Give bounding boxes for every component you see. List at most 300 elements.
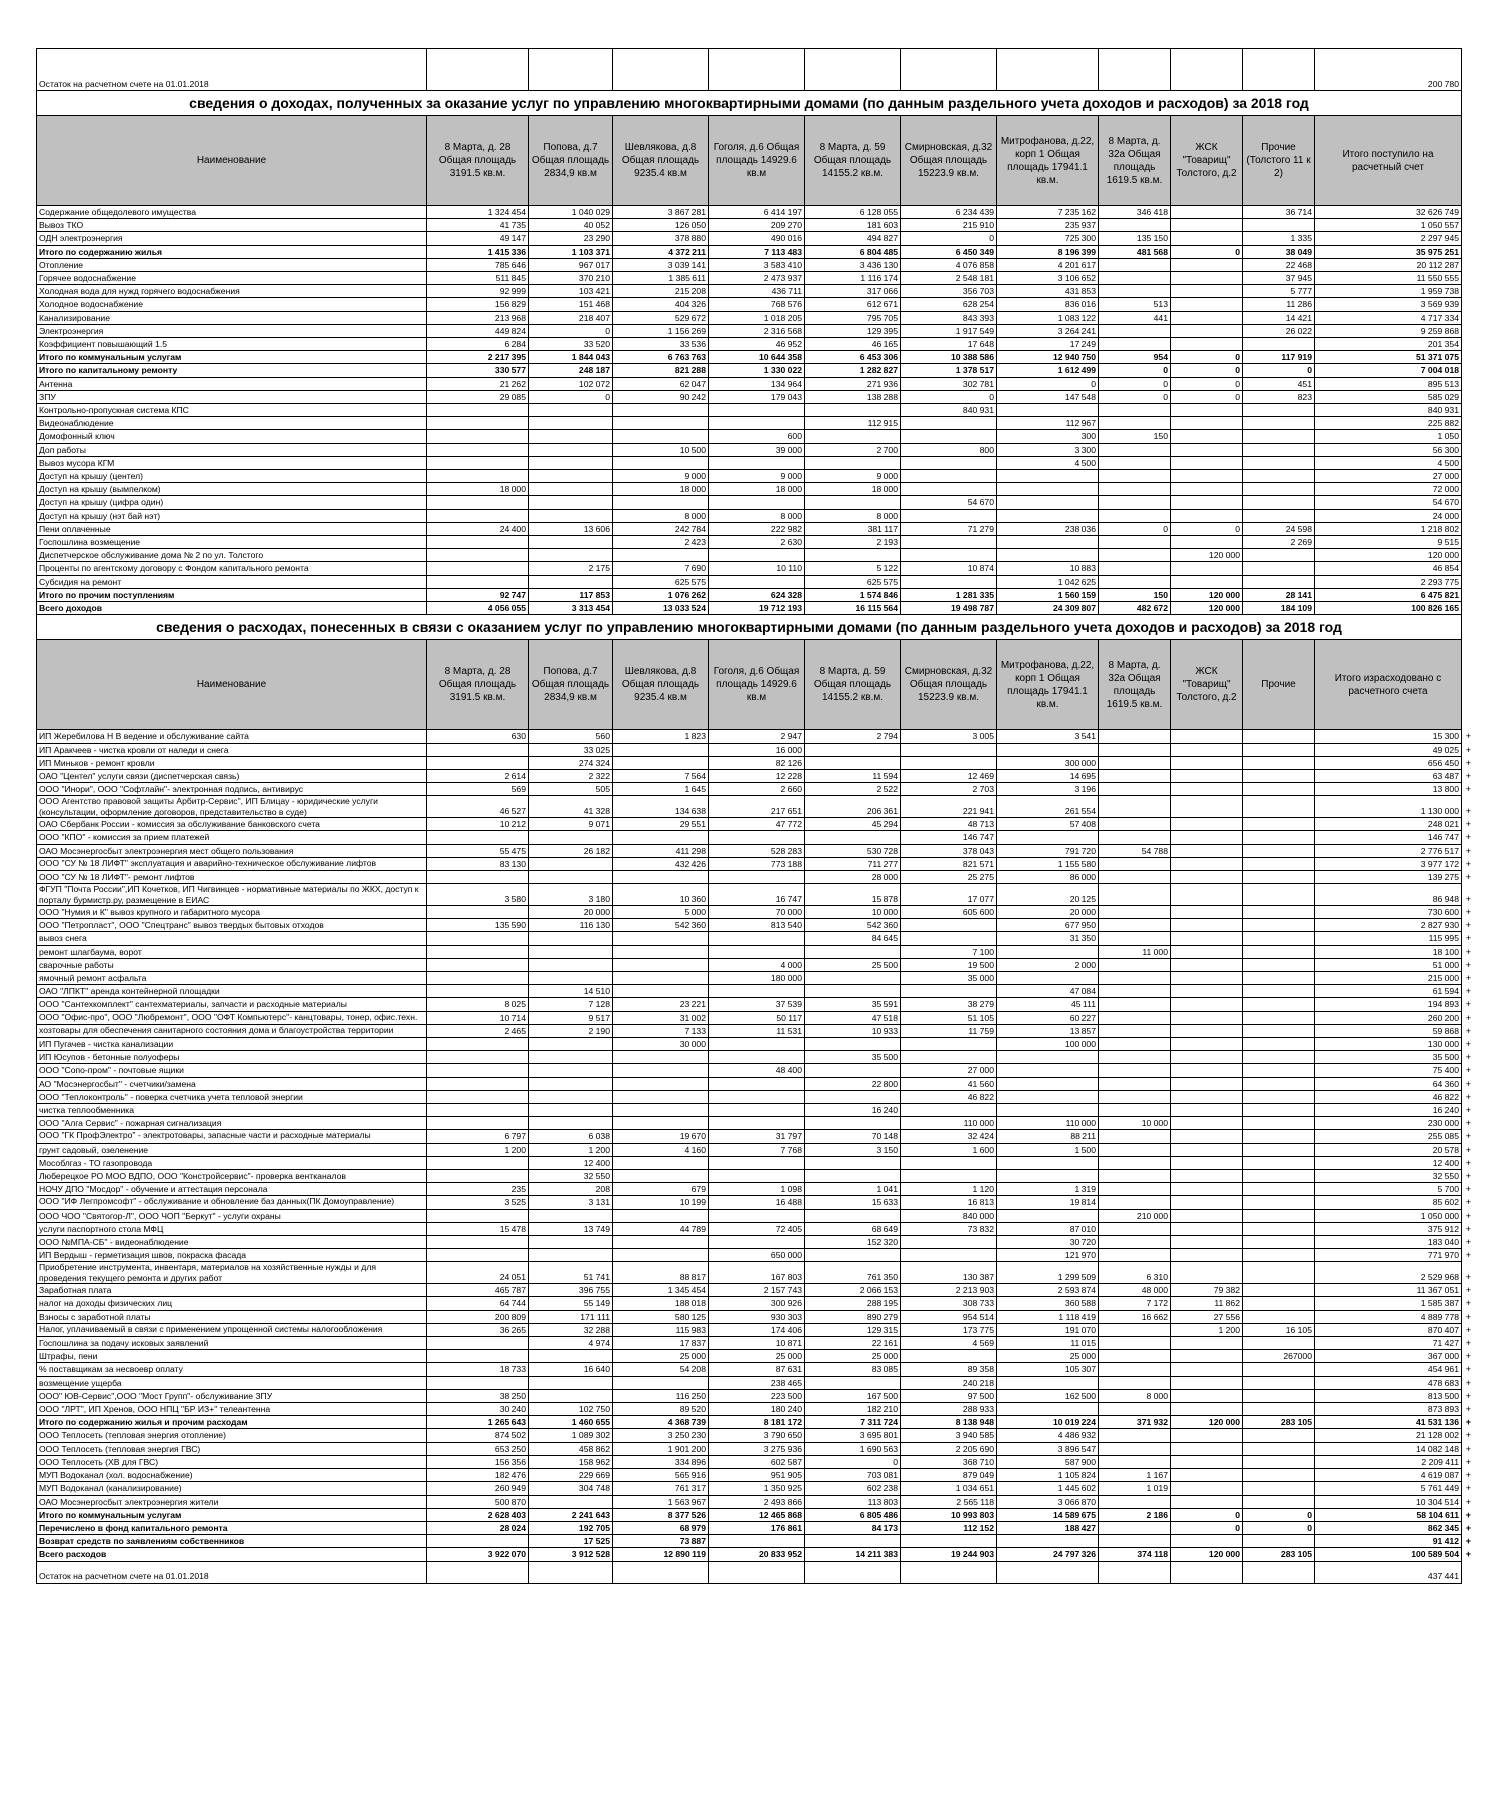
value-text: 1 265 643 <box>487 1417 526 1428</box>
row-value <box>901 905 997 918</box>
closing-balance-row <box>37 1561 1462 1583</box>
row-value <box>709 219 805 232</box>
row-value <box>997 905 1099 918</box>
row-value <box>529 1389 613 1402</box>
row-value <box>805 1416 901 1429</box>
row-value <box>613 496 709 509</box>
value-text: 229 669 <box>578 1470 610 1481</box>
value-text: 542 360 <box>866 920 898 931</box>
value-text: 28 024 <box>499 1522 526 1533</box>
row-value <box>1243 1403 1315 1416</box>
value-text: 9 000 <box>780 471 802 482</box>
row-value <box>805 1469 901 1482</box>
row-value <box>613 884 709 906</box>
value-text: 5 000 <box>684 906 706 917</box>
row-value <box>427 743 529 756</box>
row-value <box>709 536 805 549</box>
expense-row <box>37 1495 1462 1508</box>
value-text: 15 478 <box>499 1223 526 1234</box>
row-label: ООО" ЮВ-Сервис",ООО "Мост Групп"- обслуживание ЗПУ <box>37 1389 427 1402</box>
expense-row <box>37 1455 1462 1468</box>
value-text: 6 805 486 <box>859 1509 898 1520</box>
column-header-house: Попова, д.7 Общая площадь 2834,9 кв.м <box>529 640 613 730</box>
value-text: 120 000 <box>1208 1549 1240 1560</box>
row-value <box>709 483 805 496</box>
row-value <box>901 730 997 743</box>
income-row <box>37 390 1462 403</box>
row-value <box>709 1521 805 1534</box>
row-value <box>805 1236 901 1249</box>
row-value <box>613 1429 709 1442</box>
row-value <box>529 338 613 351</box>
value-text: 221 941 <box>962 805 994 816</box>
row-value <box>529 1284 613 1297</box>
value-text: 404 326 <box>674 299 706 310</box>
row-value <box>1099 258 1171 271</box>
row-value <box>427 232 529 245</box>
row-total <box>1315 971 1471 984</box>
value-text: 13 033 524 <box>662 603 706 614</box>
row-value <box>1099 298 1171 311</box>
plus-marker: + <box>1465 1272 1471 1283</box>
value-text: 2 000 <box>1074 959 1096 970</box>
row-value <box>1099 443 1171 456</box>
row-value <box>1171 1024 1243 1037</box>
row-value <box>613 1183 709 1196</box>
row-value <box>997 1376 1099 1389</box>
value-text: 2 190 <box>588 1025 610 1036</box>
row-label: ОАО "ЛПКТ" аренда контейнерной площадки <box>37 985 427 998</box>
expense-row <box>37 971 1462 984</box>
row-value <box>901 1442 997 1455</box>
value-text: 46 527 <box>499 805 526 816</box>
plus-marker: + <box>1465 1078 1471 1089</box>
value-text: 192 705 <box>578 1522 610 1533</box>
row-value <box>997 1037 1099 1050</box>
row-label: Итого по содержанию жилья и прочим расходам <box>37 1416 427 1429</box>
value-text: 38 279 <box>967 999 994 1010</box>
row-value <box>805 998 901 1011</box>
row-value <box>427 1249 529 1262</box>
row-value <box>427 298 529 311</box>
value-text: 47 772 <box>775 819 802 830</box>
value-text: 800 <box>979 444 994 455</box>
value-text: 19 500 <box>967 959 994 970</box>
value-text: 371 932 <box>1136 1417 1168 1428</box>
row-label: ООО "ИФ Легпромсофт" - обслуживание и обновление баз данных(ПК Домоуправление) <box>37 1196 427 1209</box>
row-value <box>1171 258 1243 271</box>
row-value <box>1171 1130 1243 1143</box>
value-text: 874 502 <box>494 1430 526 1441</box>
row-value <box>1099 496 1171 509</box>
row-value <box>613 919 709 932</box>
row-value <box>1171 1548 1243 1561</box>
value-text: 602 587 <box>770 1456 802 1467</box>
value-text: 35 591 <box>871 999 898 1010</box>
row-value <box>997 311 1099 324</box>
value-text: 5 777 <box>1290 286 1312 297</box>
row-value <box>427 756 529 769</box>
row-value <box>1243 206 1315 219</box>
value-text: 9 259 868 <box>1420 325 1459 336</box>
row-value <box>709 998 805 1011</box>
row-value <box>1099 796 1171 818</box>
value-text: 238 036 <box>1064 523 1096 534</box>
expense-row <box>37 1508 1462 1521</box>
income-row <box>37 456 1462 469</box>
row-value <box>709 206 805 219</box>
row-value <box>997 219 1099 232</box>
plus-marker: + <box>1465 906 1471 917</box>
row-value <box>529 818 613 831</box>
value-text: 18 000 <box>775 484 802 495</box>
row-value <box>709 1508 805 1521</box>
row-value <box>613 522 709 535</box>
row-value <box>1171 417 1243 430</box>
row-value <box>805 588 901 601</box>
value-text: 1 042 625 <box>1057 576 1096 587</box>
value-text: 156 829 <box>494 299 526 310</box>
value-text: 181 603 <box>866 220 898 231</box>
income-row <box>37 258 1462 271</box>
row-total <box>1315 1236 1471 1249</box>
expense-row <box>37 1156 1462 1169</box>
row-value <box>997 536 1099 549</box>
value-text: 24 598 <box>1285 523 1312 534</box>
plus-marker: + <box>1465 1377 1471 1388</box>
row-value <box>1243 483 1315 496</box>
row-value <box>1243 1389 1315 1402</box>
value-text: 33 536 <box>679 339 706 350</box>
row-value <box>1243 1429 1315 1442</box>
row-value <box>427 971 529 984</box>
row-label: ООО Теплосеть (тепловая энергия отопление) <box>37 1429 427 1442</box>
income-row <box>37 364 1462 377</box>
value-text: 49 147 <box>499 233 526 244</box>
row-value <box>1099 430 1171 443</box>
row-value <box>1243 945 1315 958</box>
value-text: 10 500 <box>679 444 706 455</box>
row-value <box>1171 575 1243 588</box>
value-text: 10 871 <box>775 1338 802 1349</box>
row-total <box>1315 831 1471 844</box>
value-text: 795 705 <box>866 312 898 323</box>
row-value <box>709 1323 805 1336</box>
value-text: 761 317 <box>674 1483 706 1494</box>
value-text: 870 407 <box>1427 1324 1459 1335</box>
value-text: 208 <box>595 1184 610 1195</box>
row-value <box>1171 1442 1243 1455</box>
row-value <box>901 219 997 232</box>
expense-row <box>37 1183 1462 1196</box>
row-value <box>427 443 529 456</box>
row-value <box>1171 245 1243 258</box>
row-value <box>613 1024 709 1037</box>
row-value <box>529 1416 613 1429</box>
row-value <box>1243 509 1315 522</box>
value-text: 116 130 <box>579 920 610 931</box>
row-total <box>1315 1297 1471 1310</box>
row-value <box>997 1011 1099 1024</box>
row-value <box>805 1077 901 1090</box>
row-value <box>1243 1249 1315 1262</box>
value-text: 2 947 <box>780 731 802 742</box>
value-text: 91 412 <box>1432 1536 1459 1547</box>
row-label: ООО "Теплоконтроль" - поверка счетчика учета тепловой энергии <box>37 1090 427 1103</box>
income-row <box>37 588 1462 601</box>
row-value <box>901 338 997 351</box>
value-text: 368 710 <box>962 1456 994 1467</box>
value-text: 3 300 <box>1074 444 1096 455</box>
row-total <box>1315 232 1462 245</box>
row-value <box>1171 549 1243 562</box>
value-text: 5 700 <box>1437 1184 1459 1195</box>
row-value <box>1243 1508 1315 1521</box>
row-value <box>1099 1183 1171 1196</box>
value-text: 773 188 <box>770 858 802 869</box>
value-text: 13 749 <box>583 1223 610 1234</box>
row-total <box>1315 1222 1471 1235</box>
value-text: 16 115 564 <box>855 603 898 614</box>
row-value <box>427 1156 529 1169</box>
row-value <box>1171 1170 1243 1183</box>
row-value <box>1171 945 1243 958</box>
income-row <box>37 417 1462 430</box>
empty-cell <box>1099 49 1171 91</box>
value-text: 1 105 824 <box>1057 1470 1096 1481</box>
value-text: 513 <box>1153 299 1168 310</box>
row-value <box>805 1130 901 1143</box>
row-value <box>709 831 805 844</box>
value-text: 222 982 <box>770 523 802 534</box>
row-total <box>1315 1143 1471 1156</box>
opening-balance-row <box>37 49 1462 91</box>
row-label: ОАО Мосэнергосбыт электроэнергия мест общего пользования <box>37 844 427 857</box>
section-title: сведения о расходах, понесенных в связи с оказанием услуг по управлению многоквартирными домами (по данным раздельного учета доходов и расходов) за 2018 год <box>37 615 1462 640</box>
row-value <box>1243 1297 1315 1310</box>
row-total <box>1315 1363 1471 1376</box>
row-value <box>613 1222 709 1235</box>
balance-total: 437 441 <box>1315 1561 1462 1583</box>
value-text: 17 837 <box>679 1338 706 1349</box>
row-label: ИП Вердыш - герметизация швов, покраска фасада <box>37 1249 427 1262</box>
row-value <box>1171 1117 1243 1130</box>
value-text: 624 328 <box>770 589 802 600</box>
row-value <box>709 1310 805 1323</box>
value-text: 1 612 499 <box>1057 365 1096 376</box>
row-value <box>1171 351 1243 364</box>
value-text: 3 275 936 <box>763 1443 802 1454</box>
value-text: 11 000 <box>1142 946 1168 957</box>
value-text: 3 977 172 <box>1420 858 1459 869</box>
row-value <box>901 404 997 417</box>
row-value <box>805 1337 901 1350</box>
row-value <box>901 818 997 831</box>
row-value <box>709 1455 805 1468</box>
value-text: 302 781 <box>962 378 994 389</box>
value-text: 791 720 <box>1064 845 1096 856</box>
income-row <box>37 338 1462 351</box>
row-value <box>997 1323 1099 1336</box>
row-label: Итого по коммунальным услугам <box>37 1508 427 1521</box>
row-value <box>997 1363 1099 1376</box>
value-text: 146 747 <box>1427 832 1459 843</box>
plus-marker: + <box>1465 744 1471 755</box>
row-value <box>1171 430 1243 443</box>
row-value <box>613 1196 709 1209</box>
row-value <box>1099 985 1171 998</box>
row-value <box>997 1403 1099 1416</box>
empty-cell <box>613 1561 709 1583</box>
plus-marker: + <box>1465 1351 1471 1362</box>
row-label: Пени оплаченные <box>37 522 427 535</box>
row-total <box>1315 351 1462 364</box>
column-header-house: Гоголя, д.6 Общая площадь 14929.6 кв.м <box>709 640 805 730</box>
value-text: 47 518 <box>871 1012 898 1023</box>
row-total <box>1315 602 1462 615</box>
value-text: 411 298 <box>675 845 706 856</box>
value-text: 171 111 <box>580 1311 610 1322</box>
value-text: 7 113 483 <box>764 246 802 257</box>
income-row <box>37 430 1462 443</box>
value-text: 600 <box>787 431 802 442</box>
row-value <box>529 1011 613 1024</box>
row-value <box>1243 769 1315 782</box>
value-text: 565 916 <box>674 1470 706 1481</box>
row-label: Взносы с заработной платы <box>37 1310 427 1323</box>
value-text: 235 937 <box>1064 220 1096 231</box>
value-text: 1 019 <box>1146 1483 1168 1494</box>
column-header-house: Смирновская, д.32 Общая площадь 15223.9 кв.м. <box>901 116 997 206</box>
row-value <box>805 1403 901 1416</box>
value-text: 10 110 <box>776 563 802 574</box>
row-value <box>901 1117 997 1130</box>
row-value <box>709 905 805 918</box>
expense-row <box>37 1350 1462 1363</box>
value-text: 3 896 547 <box>1057 1443 1096 1454</box>
row-value <box>709 470 805 483</box>
row-value <box>427 272 529 285</box>
row-value <box>1171 985 1243 998</box>
row-value <box>529 1183 613 1196</box>
value-text: 612 671 <box>866 299 898 310</box>
row-total <box>1315 796 1471 818</box>
row-value <box>613 1051 709 1064</box>
row-value <box>613 588 709 601</box>
row-value <box>613 549 709 562</box>
value-text: 836 016 <box>1064 299 1096 310</box>
row-value <box>805 818 901 831</box>
row-value <box>1171 1037 1243 1050</box>
row-label: налог на доходы физических лиц <box>37 1297 427 1310</box>
value-text: 375 912 <box>1427 1223 1459 1234</box>
column-header-house: Смирновская, д.32 Общая площадь 15223.9 кв.м. <box>901 640 997 730</box>
value-text: 2 209 411 <box>1421 1456 1459 1467</box>
value-text: 62 047 <box>679 378 706 389</box>
plus-marker: + <box>1465 1197 1471 1208</box>
value-text: 139 275 <box>1427 871 1459 882</box>
value-text: 3 313 454 <box>571 603 610 614</box>
value-text: 12 465 868 <box>758 1509 802 1520</box>
row-value <box>529 1170 613 1183</box>
row-value <box>901 1297 997 1310</box>
plus-marker: + <box>1465 1549 1471 1560</box>
value-text: 15 300 <box>1432 731 1459 742</box>
value-text: 2 205 690 <box>955 1443 994 1454</box>
row-label: ООО "СУ № 18 ЛИФТ" эксплуатация и аварийно-техническое обслуживание лифтов <box>37 857 427 870</box>
value-text: 217 651 <box>770 805 802 816</box>
row-value <box>1243 1196 1315 1209</box>
row-total <box>1315 769 1471 782</box>
expense-row <box>37 1548 1462 1561</box>
row-value <box>901 1429 997 1442</box>
value-text: 179 043 <box>770 391 802 402</box>
row-total <box>1315 1403 1471 1416</box>
expense-row <box>37 1037 1462 1050</box>
row-label: Приобретение инструмента, инвентаря, материалов на хозяйственные нужды и для проведения текущего ремонта и других работ <box>37 1262 427 1284</box>
value-text: 60 227 <box>1069 1012 1096 1023</box>
plus-marker: + <box>1465 1456 1471 1467</box>
row-total <box>1315 1064 1471 1077</box>
row-value <box>1243 870 1315 883</box>
value-text: 46 822 <box>967 1091 994 1102</box>
row-value <box>1243 1455 1315 1468</box>
row-value <box>1243 258 1315 271</box>
row-total <box>1315 1011 1471 1024</box>
value-text: 10 874 <box>967 563 994 574</box>
value-text: 862 345 <box>1427 1522 1459 1533</box>
value-text: 10 883 <box>1069 563 1096 574</box>
row-value <box>709 1117 805 1130</box>
value-text: 378 043 <box>962 845 994 856</box>
value-text: 1 156 269 <box>667 325 706 336</box>
value-text: 23 221 <box>679 999 706 1010</box>
value-text: 3 039 141 <box>667 259 706 270</box>
row-value <box>529 470 613 483</box>
value-text: 2 794 <box>876 731 898 742</box>
row-value <box>529 1051 613 1064</box>
row-value <box>1243 219 1315 232</box>
row-value <box>1243 298 1315 311</box>
row-label: ООО Теплосеть (ХВ для ГВС) <box>37 1455 427 1468</box>
value-text: 0 <box>1163 523 1168 534</box>
row-value <box>1243 1143 1315 1156</box>
value-text: 1 116 174 <box>860 273 898 284</box>
row-value <box>613 1209 709 1222</box>
row-value <box>427 1143 529 1156</box>
row-label: ООО "Сопо-пром" - почтовые ящики <box>37 1064 427 1077</box>
value-text: 54 208 <box>679 1364 706 1375</box>
value-text: 150 <box>1153 589 1168 600</box>
row-value <box>997 1284 1099 1297</box>
value-text: 6 128 055 <box>859 207 898 217</box>
row-value <box>1099 311 1171 324</box>
row-total <box>1315 258 1462 271</box>
row-value <box>427 870 529 883</box>
row-value <box>1099 338 1171 351</box>
value-text: 240 218 <box>962 1377 994 1388</box>
expense-row <box>37 1090 1462 1103</box>
row-value <box>529 1143 613 1156</box>
value-text: 12 400 <box>1432 1157 1459 1168</box>
row-value <box>529 219 613 232</box>
value-text: 1 319 <box>1074 1184 1096 1195</box>
income-row <box>37 311 1462 324</box>
column-header-house: Шевлякова, д.8 Общая площадь 9235.4 кв.м <box>613 640 709 730</box>
row-value <box>1099 1323 1171 1336</box>
value-text: 72 405 <box>775 1223 802 1234</box>
value-text: 374 118 <box>1137 1549 1168 1560</box>
